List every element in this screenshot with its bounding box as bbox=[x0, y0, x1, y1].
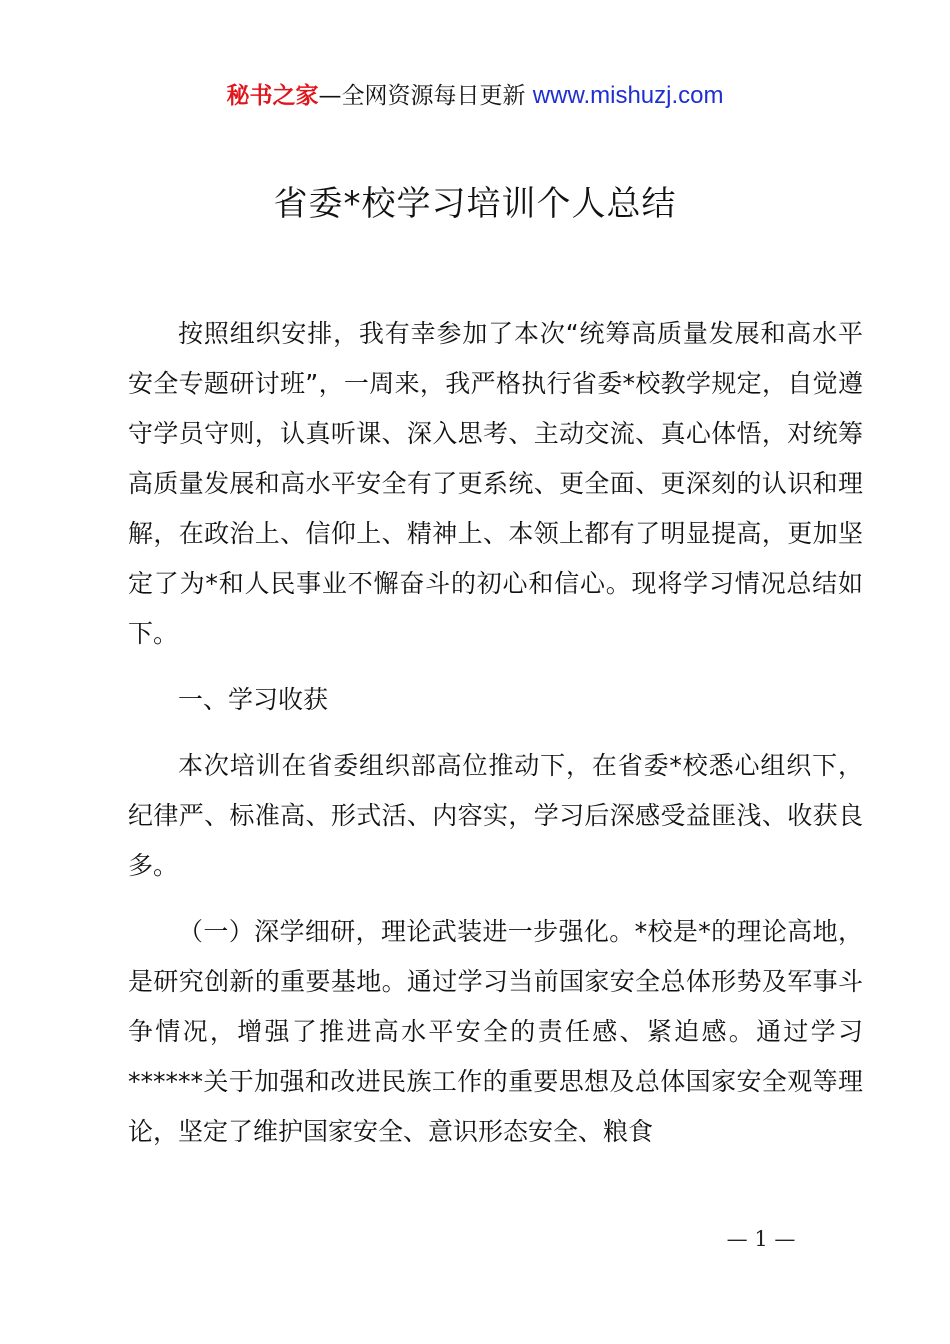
site-url-link[interactable]: www.mishuzj.com bbox=[532, 82, 724, 109]
document-title: 省委*校学习培训个人总结 bbox=[273, 184, 677, 224]
paragraph-intro: 按照组织安排，我有幸参加了本次“统筹高质量发展和高水平安全专题研讨班”，一周来，我严格执行省委*校教学规定，自觉遵守学员守则，认真听课、深入思考、主动交流、真心体悟，对统筹高质量发展和高水平安全有了更系统、更全面、更深刻的认识和理解，在政治上、信仰上、精神上、本领上都有了明显提高，更加坚定了为*和人民事业不懈奋斗的初心和信心。现将学习情况总结如下。 bbox=[128, 319, 863, 648]
site-tagline: —全网资源每日更新 bbox=[318, 83, 533, 109]
site-banner bbox=[0, 80, 950, 112]
site-brand: 秘书之家 bbox=[226, 83, 319, 109]
section-heading-learning-gains: 一、学习收获 bbox=[178, 685, 329, 714]
document-body bbox=[128, 309, 863, 1157]
page-number: — 1 — bbox=[726, 1227, 796, 1251]
paragraph-training-overview: 本次培训在省委组织部高位推动下，在省委*校悉心组织下，纪律严、标准高、形式活、内容实，学习后深感受益匪浅、收获良多。 bbox=[128, 751, 863, 880]
paragraph-theory-study: （一）深学细研，理论武装进一步强化。*校是*的理论高地，是研究创新的重要基地。通过学习当前国家安全总体形势及军事斗争情况，增强了推进高水平安全的责任感、紧迫感。通过学习******关于加强和改进民族工作的重要思想及总体国家安全观等理论，坚定了维护国家安全、意识形态安全、粮食 bbox=[128, 917, 863, 1146]
